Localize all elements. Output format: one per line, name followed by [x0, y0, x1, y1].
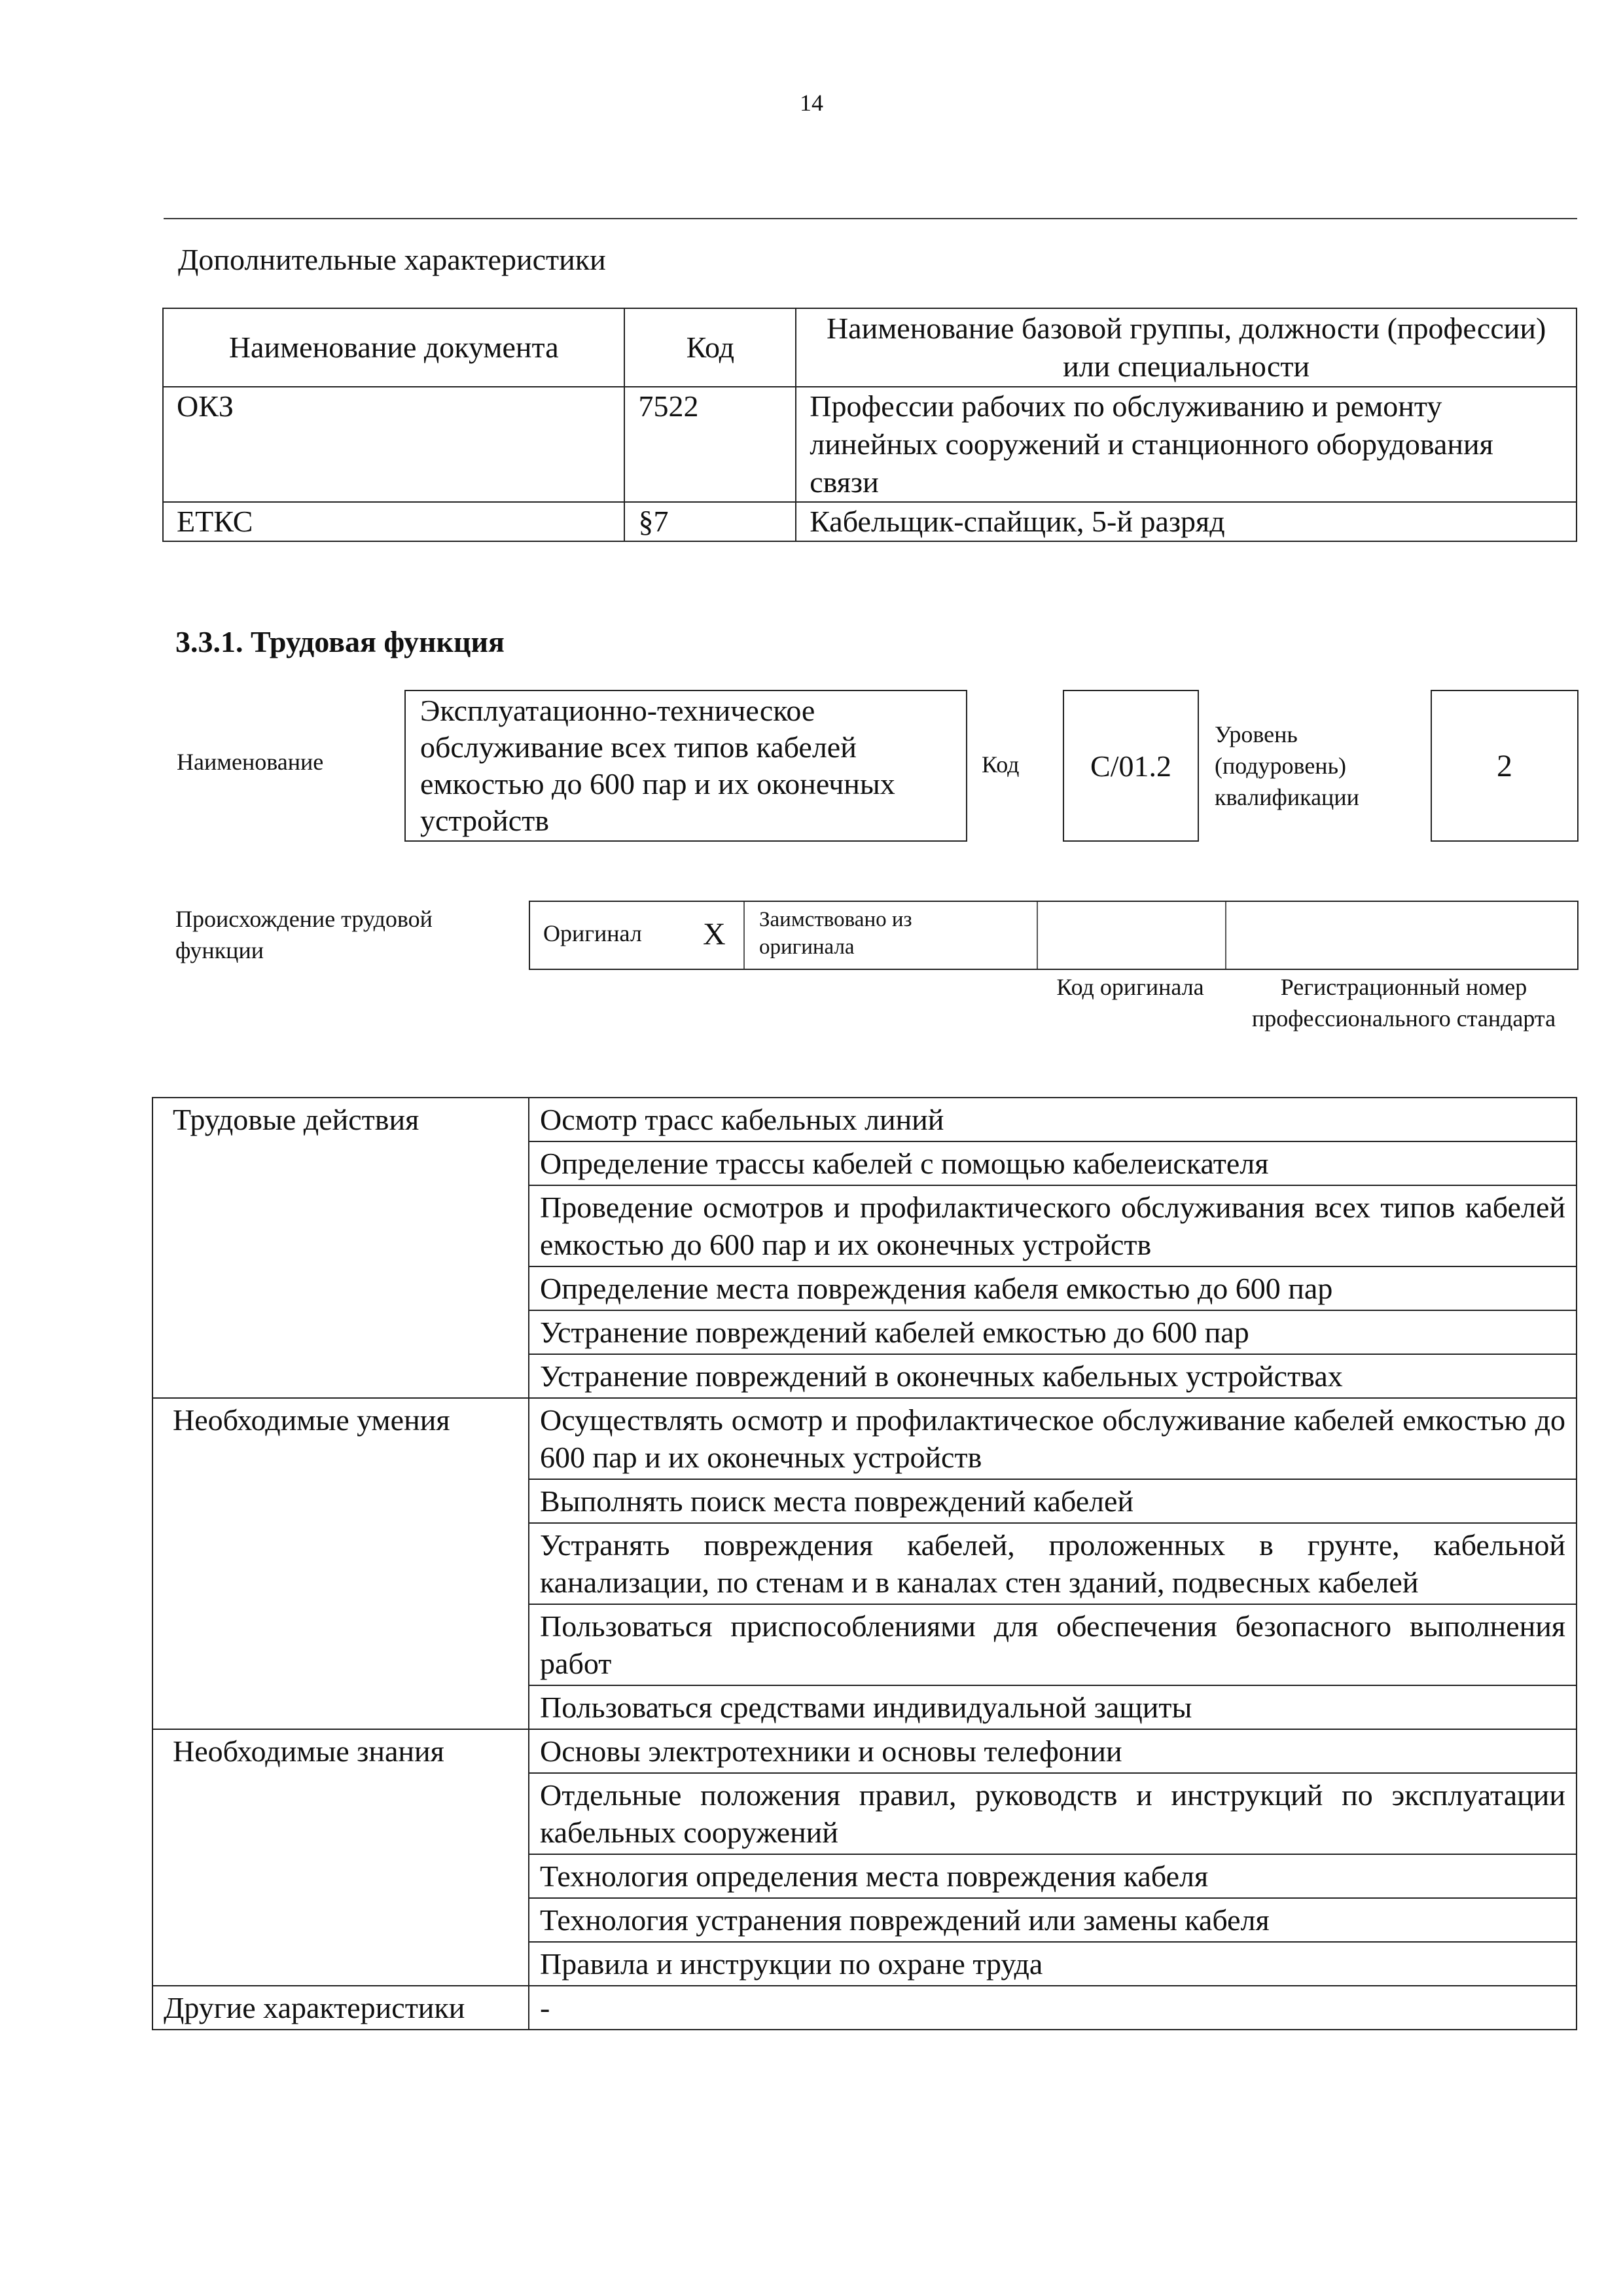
additional-row [163, 387, 1577, 502]
original-mark: X [703, 917, 726, 952]
list-item: Основы электротехники и основы телефонии [529, 1729, 1577, 1773]
list-item: Устранение повреждений в оконечных кабельных устройствах [529, 1354, 1577, 1398]
function-code-label: Код [982, 751, 1020, 778]
page-number: 14 [800, 90, 823, 116]
header-code: Код [624, 308, 796, 387]
list-item: Технология устранения повреждений или замены кабеля [529, 1898, 1577, 1942]
list-item: Осуществлять осмотр и профилактическое обслуживание кабелей емкостью до 600 пар и их оконечных устройств [529, 1398, 1577, 1479]
list-item: Устранение повреждений кабелей емкостью до 600 пар [529, 1310, 1577, 1354]
additional-title: Дополнительные характеристики [178, 243, 606, 276]
row-document: ЕТКС [163, 502, 624, 541]
function-level-box [1431, 690, 1578, 842]
list-item: Определение трассы кабелей с помощью кабелеискателя [529, 1141, 1577, 1185]
header-rule [164, 218, 1577, 219]
list-item: Пользоваться приспособлениями для обеспечения безопасного выполнения работ [529, 1604, 1577, 1685]
function-code-value: C/01.2 [1090, 749, 1171, 783]
additional-row [163, 502, 1577, 541]
origin-divider [1225, 902, 1226, 969]
list-item: Пользоваться средствами индивидуальной защиты [529, 1685, 1577, 1729]
function-level-value: 2 [1497, 748, 1512, 783]
list-item: Правила и инструкции по охране труда [529, 1942, 1577, 1986]
header-group-name: Наименование базовой группы, должности (профессии) или специальности [796, 308, 1577, 387]
origin-box [529, 901, 1578, 970]
section-label-skills: Необходимые умения [152, 1398, 529, 1729]
list-item: Проведение осмотров и профилактического обслуживания всех типов кабелей емкостью до 600 пар и их оконечных устройств [529, 1185, 1577, 1266]
borrowed-label: Заимствовано из оригинала [759, 908, 912, 959]
row-document: ОКЗ [163, 387, 624, 502]
reg-number-caption: Регистрационный номер профессионального стандарта [1251, 974, 1556, 1031]
function-name-box [404, 690, 967, 842]
list-item: - [529, 1986, 1577, 2030]
row-group-name: Профессии рабочих по обслуживанию и ремонту линейных сооружений и станционного оборудования связи [796, 387, 1577, 502]
table-row [152, 1098, 1577, 1141]
row-code: 7522 [624, 387, 796, 502]
function-heading: 3.3.1. Трудовая функция [175, 625, 505, 658]
list-item: Выполнять поиск места повреждений кабелей [529, 1479, 1577, 1523]
additional-table [162, 308, 1577, 542]
list-item: Определение места повреждения кабеля емкостью до 600 пар [529, 1266, 1577, 1310]
origin-label: Происхождение трудовой функции [175, 906, 433, 963]
table-row [152, 1986, 1577, 2030]
row-code: §7 [624, 502, 796, 541]
list-item: Осмотр трасс кабельных линий [529, 1098, 1577, 1141]
list-item: Устранять повреждения кабелей, проложенных в грунте, кабельной канализации, по стенам и в каналах стен зданий, подвесных кабелей [529, 1523, 1577, 1604]
row-group-name: Кабельщик-спайщик, 5-й разряд [796, 502, 1577, 541]
table-row [152, 1398, 1577, 1479]
additional-header-row [163, 308, 1577, 387]
original-label: Оригинал [543, 920, 642, 946]
section-label-other: Другие характеристики [152, 1986, 529, 2030]
list-item: Технология определения места повреждения кабеля [529, 1854, 1577, 1898]
function-code-box [1063, 690, 1199, 842]
code-original-caption: Код оригинала [1056, 974, 1204, 1000]
origin-divider [1037, 902, 1038, 969]
origin-divider [743, 902, 745, 969]
section-label-knowledge: Необходимые знания [152, 1729, 529, 1986]
function-name-label: Наименование [177, 749, 324, 775]
function-level-label: Уровень (подуровень) квалификации [1215, 721, 1359, 810]
section-label-actions: Трудовые действия [152, 1098, 529, 1398]
function-name-value: Эксплуатационно-техническое обслуживание всех типов кабелей емкостью до 600 пар и их оконечных устройств [420, 694, 895, 837]
function-details-table [152, 1097, 1577, 2030]
table-row [152, 1729, 1577, 1773]
header-document: Наименование документа [163, 308, 624, 387]
list-item: Отдельные положения правил, руководств и инструкций по эксплуатации кабельных сооружений [529, 1773, 1577, 1854]
